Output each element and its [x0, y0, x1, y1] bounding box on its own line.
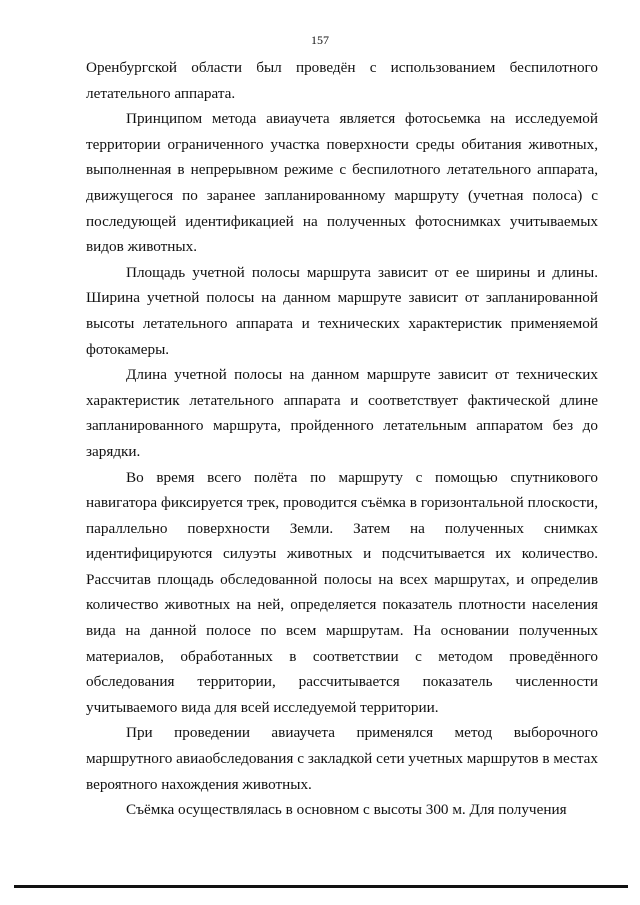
bottom-rule-divider [14, 885, 628, 888]
paragraph-strip-length: Длина учетной полосы на данном маршруте зависит от технических характеристик летательного аппарата и соответствует фактической длине запланированного маршрута, пройденного летательным аппаратом без до зарядки. [86, 366, 598, 460]
page-number: 157 [311, 33, 329, 47]
paragraph-method-principle: Принципом метода авиаучета является фотосьемка на исследуемой территории ограниченного участка поверхности среды обитания животных, выполненная в непрерывном режиме с беспилотного летательного аппарата, движущегося по заранее запланированному маршруту (учетная полоса) с последующей идентификацией на полученных фотоснимках учитываемых видов животных. [86, 110, 598, 256]
document-body [86, 55, 598, 823]
paragraph-flight-procedure: Во время всего полёта по маршруту с помощью спутникового навигатора фиксируется трек, проводится съёмка в горизонтальной плоскости, параллельно поверхности Земли. Затем на полученных снимках идентифицируются силуэты животных и подсчитывается их количество. Рассчитав площадь обследованной полосы на всех маршрутах, и определив количество животных на ней, определяется показатель плотности населения вида на данной полосе по всем маршрутам. На основании полученных материалов, обработанных в соответствии с методом проведённого обследования территории, рассчитывается показатель численности учитываемого вида для всей исследуемой территории. [86, 468, 598, 716]
paragraph-strip-area: Площадь учетной полосы маршрута зависит от ее ширины и длины. Ширина учетной полосы на данном маршруте зависит от запланированной высоты летательного аппарата и технических характеристик применяемой фотокамеры. [86, 263, 598, 358]
paragraph-survey-method: При проведении авиаучета применялся метод выборочного маршрутного авиаобследования с закладкой сети учетных маршрутов в местах вероятного нахождения животных. [86, 724, 598, 793]
paragraph-survey-altitude: Съёмка осуществлялась в основном с высоты 300 м. Для получения [126, 801, 567, 819]
paragraph-continuation: Оренбургской области был проведён с использованием беспилотного летательного аппарата. [86, 59, 598, 102]
